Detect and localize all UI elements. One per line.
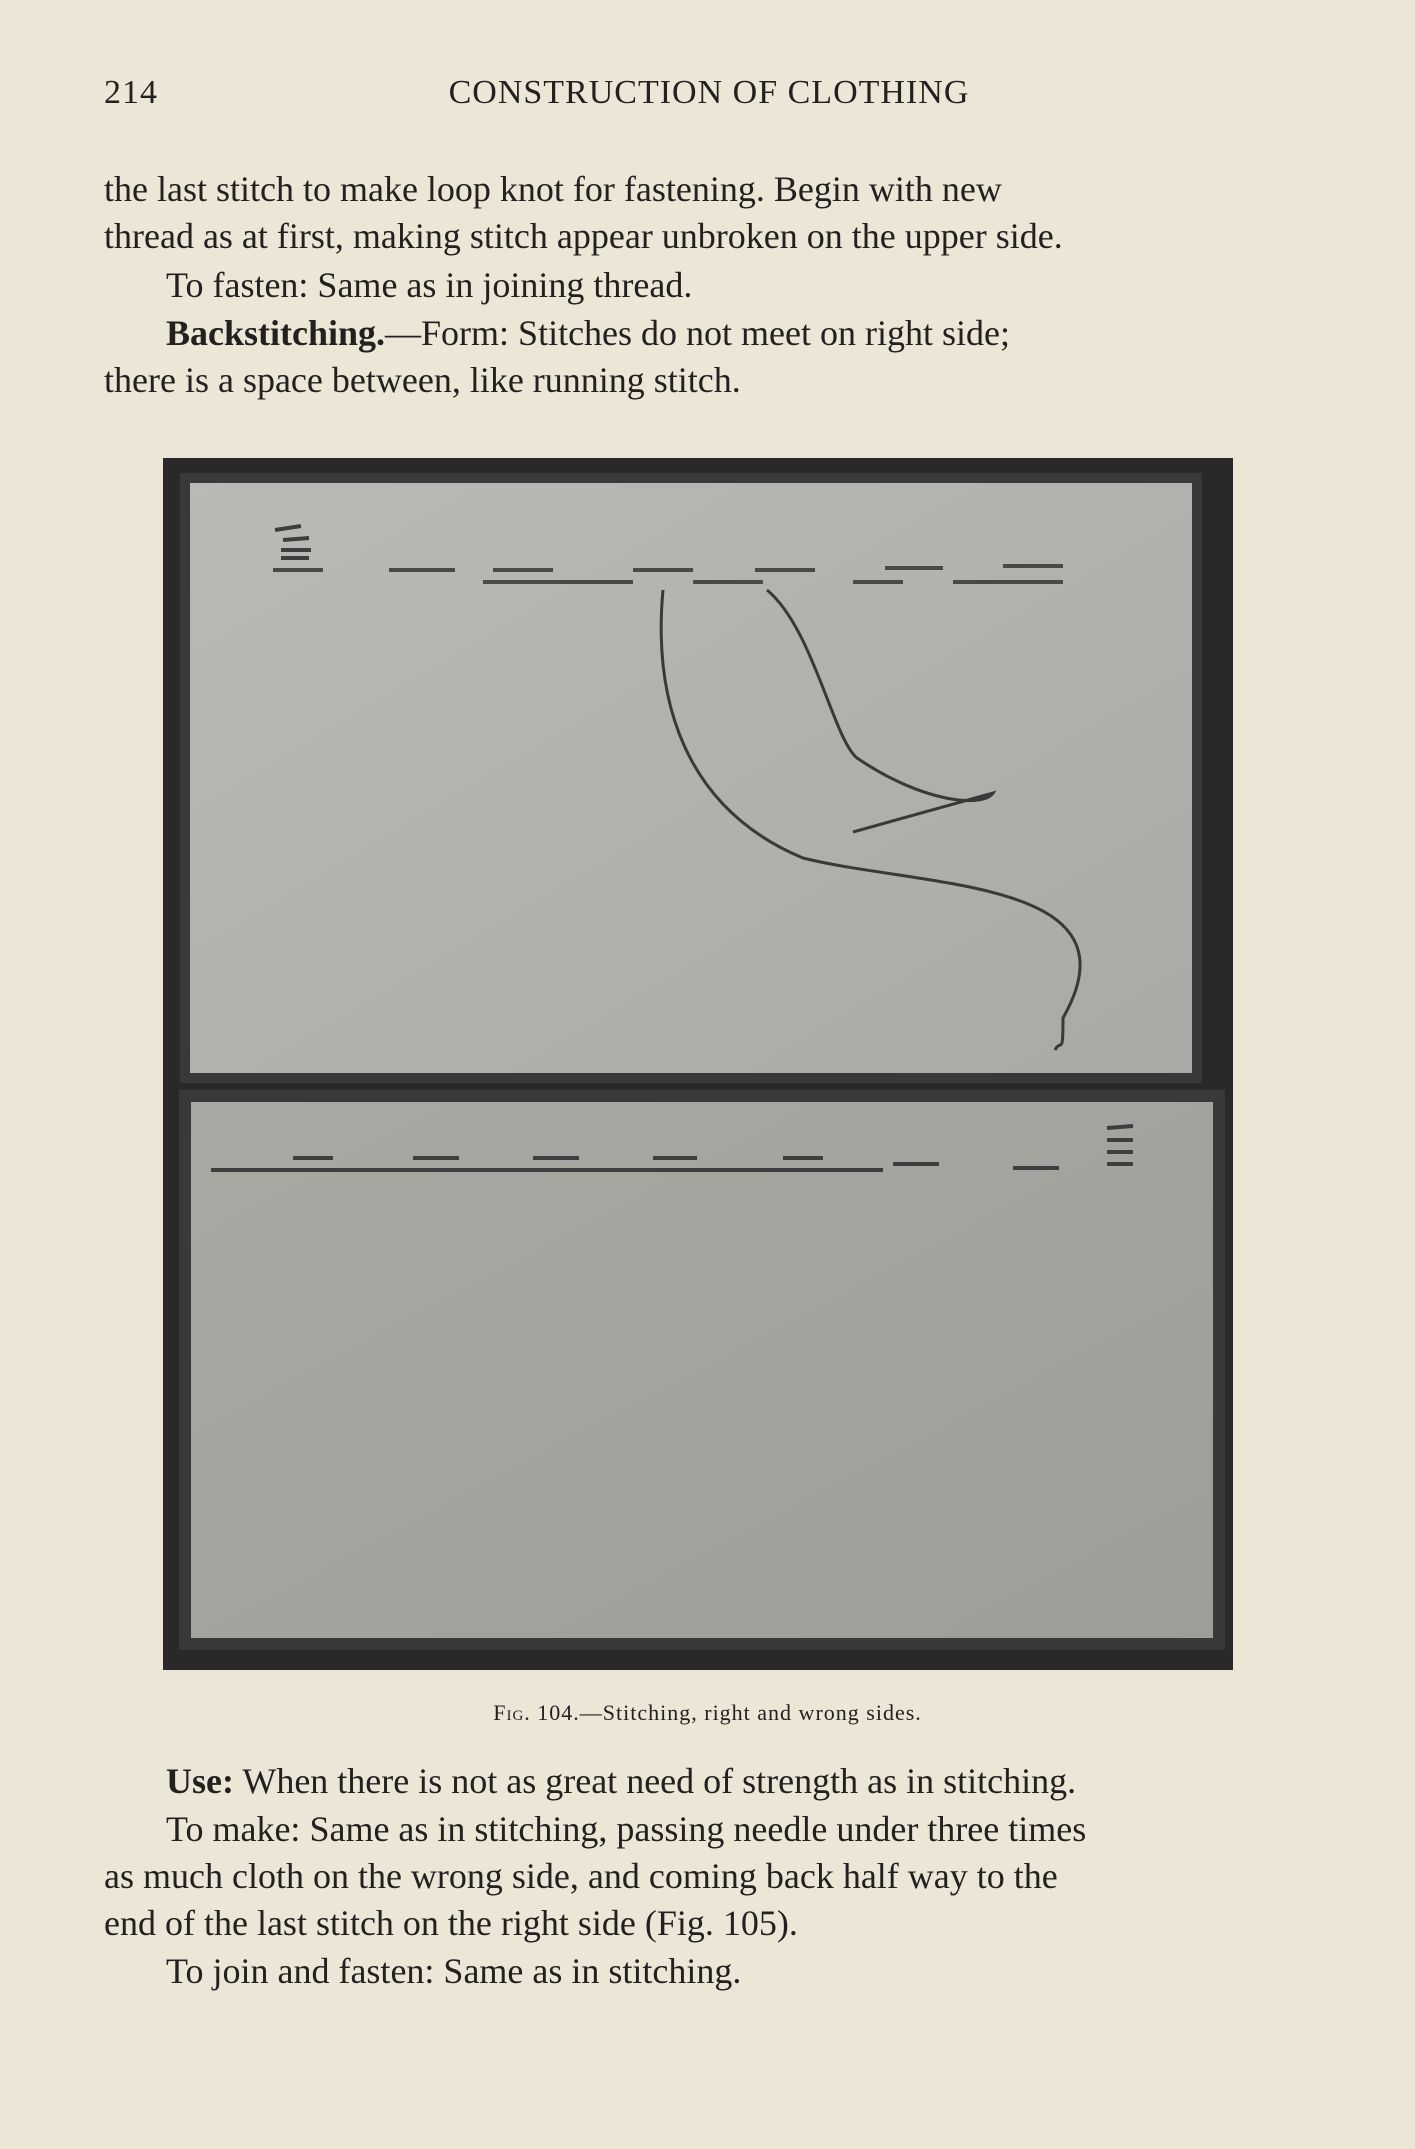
figure-caption: [0, 1700, 1415, 1726]
running-title: CONSTRUCTION OF CLOTHING: [448, 74, 970, 111]
paragraph-use: [104, 1758, 1300, 1805]
page-number: 214: [104, 74, 158, 111]
paragraph-to-make: [104, 1806, 1300, 1947]
text-line: To join and fasten: Same as in stitching.: [166, 1951, 742, 1991]
text-line: —Form: Stitches do not meet on right side;: [385, 313, 1010, 353]
fabric-samples-image: [163, 458, 1233, 1670]
text-line: end of the last stitch on the right side (Fig. 105).: [104, 1903, 798, 1943]
text-line: as much cloth on the wrong side, and coming back half way to the: [104, 1856, 1058, 1896]
figure-caption-text: —Stitching, right and wrong sides.: [579, 1700, 922, 1725]
text-line: there is a space between, like running stitch.: [104, 360, 741, 400]
paragraph-join-fasten: [104, 1948, 1300, 1995]
figure-label: Fig. 104.: [493, 1700, 580, 1725]
text-line: Same as in stitching, passing needle under three times: [300, 1809, 1087, 1849]
section-heading-backstitching: Backstitching.: [166, 313, 386, 353]
to-make-label: To make:: [166, 1809, 301, 1849]
paragraph-to-fasten: [104, 262, 1300, 309]
running-head: [104, 74, 1314, 124]
fabric-wrong-side: [185, 1096, 1219, 1644]
paragraph-fastening: [104, 166, 1300, 260]
paragraph-backstitching: [104, 310, 1300, 404]
stitching-photograph: [163, 458, 1233, 1670]
text-line: To fasten: Same as in joining thread.: [166, 265, 693, 305]
use-label: Use:: [166, 1761, 234, 1801]
text-line: thread as at first, making stitch appear unbroken on the upper side.: [104, 216, 1063, 256]
text-line: the last stitch to make loop knot for fastening. Begin with new: [104, 169, 1002, 209]
text-line: When there is not as great need of strength as in stitching.: [233, 1761, 1077, 1801]
